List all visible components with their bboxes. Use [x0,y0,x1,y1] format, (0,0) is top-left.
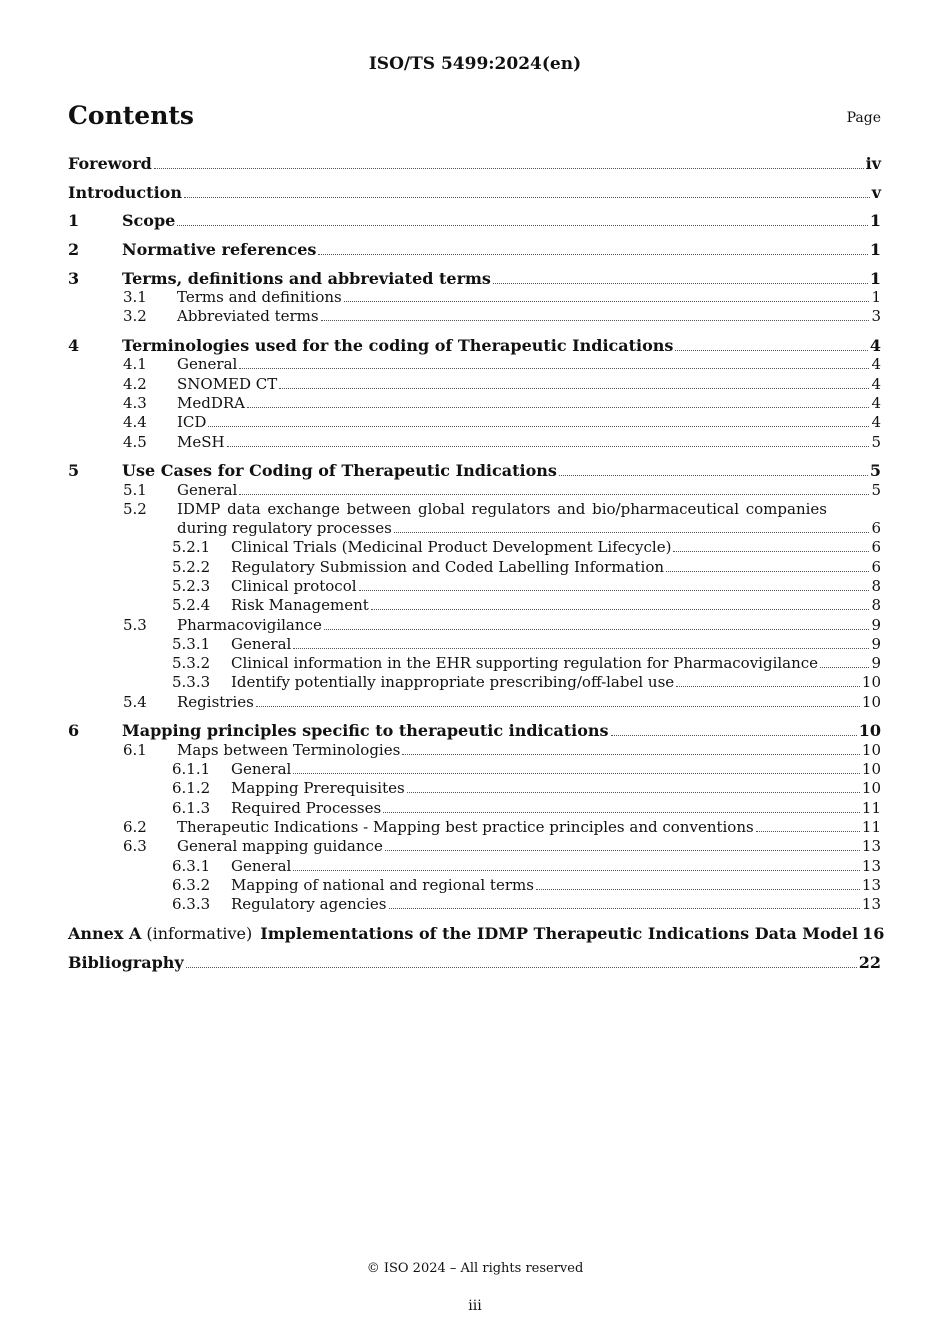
dot-leader [673,538,869,552]
toc-number: 6.1 [123,740,147,759]
toc-title: Scope [122,211,176,231]
table-of-contents [68,150,885,972]
dot-leader [756,818,860,832]
toc-title: Clinical protocol [231,576,357,595]
toc-number: 4.3 [123,393,147,412]
toc-page: 4 [871,355,881,374]
toc-title: Introduction [68,182,182,202]
toc-entry-introduction[interactable] [68,183,881,202]
toc-page: 10 [861,692,881,711]
toc-entry-4-2[interactable] [68,375,881,394]
toc-page: 5 [869,461,881,481]
toc-title-line-2: during regulatory processes [177,519,392,538]
toc-page: 10 [861,760,881,779]
toc-entry-6-3[interactable] [68,837,881,856]
dot-leader [344,288,870,302]
toc-page: 6 [871,538,881,557]
toc-number: 5.3.1 [172,634,211,653]
toc-title: Clinical Trials (Medicinal Product Development Lifecycle) [231,538,672,557]
toc-entry-4[interactable] [68,336,881,355]
toc-number: 5.3.2 [172,654,211,673]
toc-title: Normative references [122,240,317,260]
toc-number: 6.1.3 [172,798,211,817]
page-number: iii [468,1298,482,1314]
toc-page: 4 [871,413,881,432]
toc-number: 4 [68,336,80,356]
toc-number: 6.1.1 [172,760,211,779]
toc-title: Terms and definitions [177,288,342,307]
toc-entry-4-5[interactable] [68,433,881,452]
toc-title: Therapeutic Indications - Mapping best practice principles and conventions [177,817,754,836]
toc-entry-5-2-4[interactable] [68,596,881,615]
dot-leader [256,693,860,707]
toc-title: Regulatory Submission and Coded Labelling Information [231,557,665,576]
dot-leader [318,241,867,255]
toc-entry-3-1[interactable] [68,288,881,307]
toc-number: 6.3 [123,837,147,856]
dot-leader [820,654,869,668]
toc-number: 1 [68,211,80,231]
toc-page: 4 [871,393,881,412]
toc-number: 2 [68,240,80,260]
toc-entry-5-3[interactable] [68,616,881,635]
toc-number: 6.1.2 [172,779,211,798]
toc-number: 6.3.2 [172,875,211,894]
dot-leader [154,155,864,169]
toc-entry-bibliography[interactable] [68,953,881,972]
toc-number: 6.3.3 [172,895,211,914]
dot-leader [239,355,869,369]
toc-entry-5-3-2[interactable] [68,654,881,673]
toc-page: 9 [871,654,881,673]
toc-number: 4.1 [123,355,147,374]
toc-entry-6-2[interactable] [68,818,881,837]
toc-page: 10 [861,673,881,692]
toc-title: Pharmacovigilance [177,615,322,634]
toc-entry-6-1-2[interactable] [68,779,881,798]
toc-entry-foreword[interactable] [68,154,881,173]
dot-leader [666,558,869,572]
dot-leader [394,519,870,533]
toc-title: General [231,634,292,653]
toc-number: 5.2 [123,499,147,518]
toc-title: Regulatory agencies [231,895,387,914]
dot-leader [279,375,869,389]
toc-title: General [177,355,238,374]
page-column-label: Page [846,110,881,126]
dot-leader [293,635,869,649]
toc-page: 11 [861,817,881,836]
toc-entry-5-3-3[interactable] [68,673,881,692]
toc-entry-6-3-1[interactable] [68,857,881,876]
toc-title: General [231,856,292,875]
toc-title: MedDRA [177,393,245,412]
toc-page: 1 [869,240,881,260]
toc-title-line-1: IDMP data exchange between global regulators and bio/pharmaceutical companies [177,499,827,518]
dot-leader [186,954,857,968]
contents-heading: Contents [68,101,195,130]
toc-title: General [177,480,238,499]
toc-page: 13 [861,856,881,875]
toc-page: 3 [871,307,881,326]
toc-number: 5.2.2 [172,557,211,576]
dot-leader [385,837,860,851]
toc-number: 4.4 [123,413,147,432]
dot-leader [559,462,868,476]
dot-leader [239,481,869,495]
toc-title: Mapping principles specific to therapeutic indications [122,721,609,741]
toc-page: 6 [871,557,881,576]
toc-entry-5-2-1[interactable] [68,538,881,557]
toc-entry-5-2-2[interactable] [68,558,881,577]
toc-number: 6.2 [123,817,147,836]
copyright-footer: © ISO 2024 – All rights reserved [366,1261,584,1276]
toc-page: 4 [871,374,881,393]
dot-leader [324,616,870,630]
toc-entry-5-1[interactable] [68,481,881,500]
toc-entry-6-1-1[interactable] [68,760,881,779]
toc-number: 3.1 [123,288,147,307]
dot-leader [227,433,870,447]
toc-number: 5.3 [123,615,147,634]
dot-leader [177,212,868,226]
toc-entry-6-1[interactable] [68,741,881,760]
dot-leader [402,741,860,755]
toc-number: 5.1 [123,480,147,499]
toc-number: 3.2 [123,307,147,326]
toc-page: 8 [871,596,881,615]
toc-entry-1[interactable] [68,211,881,230]
toc-entry-6-3-3[interactable] [68,895,881,914]
toc-entry-6[interactable] [68,721,881,740]
dot-leader [293,857,860,871]
toc-title: Terms, definitions and abbreviated terms [122,268,491,288]
toc-page: 9 [871,615,881,634]
toc-title: Foreword [68,154,152,173]
toc-title: Mapping of national and regional terms [231,875,534,894]
dot-leader [407,779,860,793]
dot-leader [536,876,860,890]
toc-page: 8 [871,576,881,595]
toc-page: 10 [861,779,881,798]
toc-page: 11 [861,798,881,817]
toc-entry-annex-a[interactable] [68,923,885,943]
toc-title: Clinical information in the EHR supporting regulation for Pharmacovigilance [231,654,819,673]
dot-leader [321,307,870,321]
toc-number: 5.2.4 [172,596,211,615]
document-id-header: ISO/TS 5499:2024(en) [368,54,582,74]
dot-leader [493,270,868,284]
toc-number: 3 [68,268,80,288]
toc-number: 5.3.3 [172,673,211,692]
dot-leader [371,596,870,610]
toc-number: 6 [68,721,80,741]
toc-entry-5-2[interactable] [68,500,881,519]
dot-leader [383,799,860,813]
toc-entry-5-2-continued[interactable] [68,519,881,538]
toc-page: 1 [869,268,881,288]
toc-page: 16 [862,923,885,943]
toc-entry-4-3[interactable] [68,394,881,413]
toc-title: SNOMED CT [177,374,278,393]
toc-title: General mapping guidance [177,837,383,856]
toc-entry-3[interactable] [68,269,881,288]
toc-entry-6-1-3[interactable] [68,799,881,818]
toc-entry-5-4[interactable] [68,693,881,712]
annex-label: Annex A [68,923,142,943]
toc-title: Risk Management [231,596,369,615]
toc-title: Registries [177,692,254,711]
toc-entry-5-3-1[interactable] [68,635,881,654]
toc-page: 13 [861,837,881,856]
toc-entry-6-3-2[interactable] [68,876,881,895]
toc-number: 5.2.1 [172,538,211,557]
toc-page: 1 [869,211,881,231]
toc-entry-5-2-3[interactable] [68,577,881,596]
dot-leader [359,577,870,591]
annex-type: (informative) [146,923,253,943]
toc-page: 6 [871,519,881,538]
toc-title: Use Cases for Coding of Therapeutic Indications [122,461,557,481]
toc-number: 4.5 [123,432,147,451]
toc-page: 13 [861,895,881,914]
toc-title: Terminologies used for the coding of Therapeutic Indications [122,336,674,356]
toc-title: Abbreviated terms [177,307,319,326]
toc-title: ICD [177,413,207,432]
dot-leader [675,337,867,351]
toc-number: 5.2.3 [172,576,211,595]
dot-leader [389,895,860,909]
dot-leader [184,184,870,198]
toc-page: 1 [871,288,881,307]
toc-entry-4-1[interactable] [68,355,881,374]
toc-entry-4-4[interactable] [68,413,881,432]
toc-page: v [871,182,881,202]
toc-page: 13 [861,875,881,894]
toc-entry-5[interactable] [68,461,881,480]
toc-page: 10 [858,721,881,741]
dot-leader [611,722,857,736]
toc-page: 22 [858,952,881,972]
toc-page: 10 [861,740,881,759]
toc-page: iv [865,154,881,173]
toc-title: Bibliography [68,952,184,972]
toc-entry-3-2[interactable] [68,307,881,326]
toc-title: Required Processes [231,798,382,817]
toc-title: Mapping Prerequisites [231,779,405,798]
toc-number: 6.3.1 [172,856,211,875]
toc-title: MeSH [177,432,225,451]
dot-leader [293,760,860,774]
dot-leader [676,673,860,687]
toc-number: 5.4 [123,692,147,711]
dot-leader [247,394,869,408]
toc-title: Maps between Terminologies [177,740,401,759]
toc-entry-2[interactable] [68,240,881,259]
toc-number: 5 [68,461,80,481]
toc-number: 4.2 [123,374,147,393]
toc-title: Identify potentially inappropriate prescribing/off-label use [231,673,675,692]
toc-page: 9 [871,634,881,653]
dot-leader [208,413,869,427]
toc-title: General [231,760,292,779]
annex-title: Implementations of the IDMP Therapeutic Indications Data Model [260,923,859,943]
toc-page: 4 [869,336,881,356]
toc-page: 5 [871,480,881,499]
toc-page: 5 [871,432,881,451]
